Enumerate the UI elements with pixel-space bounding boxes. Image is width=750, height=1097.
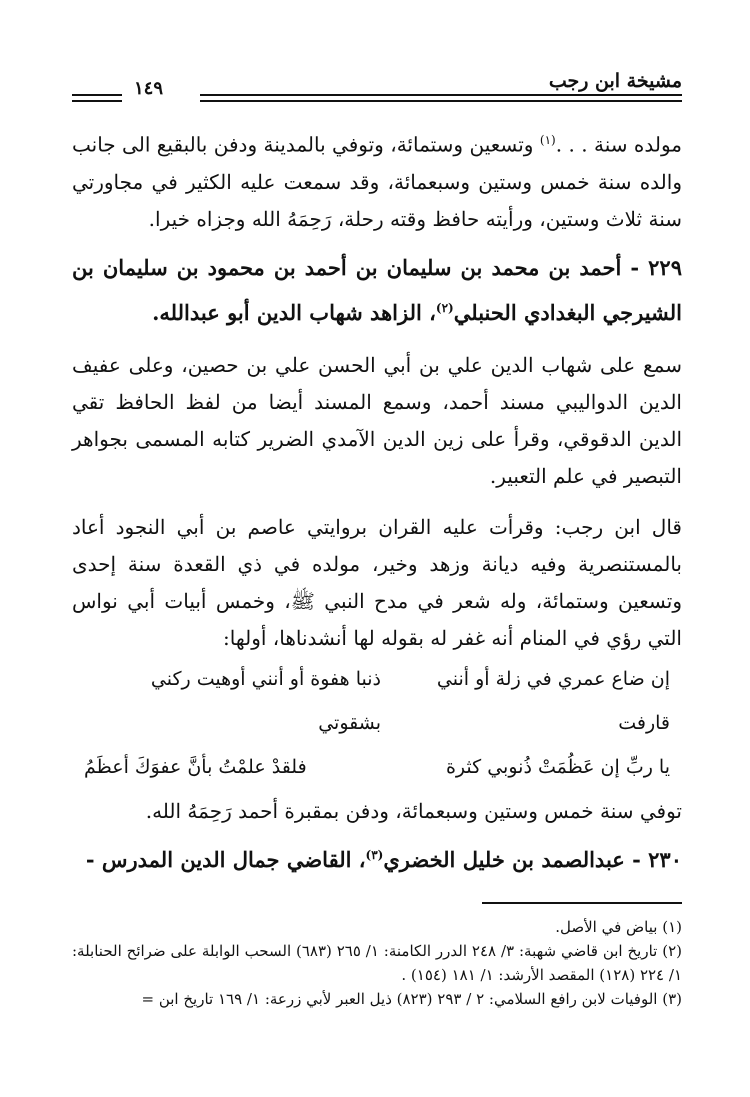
footnote: (٣) الوفيات لابن رافع السلامي: ٢ / ٢٩٣ (٨٢٣) ذيل العبر لأبي زرعة: ١/ ١٦٩ تاريخ ابن = bbox=[141, 990, 682, 1008]
header-rule bbox=[200, 94, 682, 96]
entry-heading-229: ٢٢٩ - أحمد بن محمد بن سليمان بن أحمد بن محمود بن سليمان بن الشيرجي البغدادي الحنبلي$^{(٢)}$، الزاهد شهاب الدين أبو عبدالله. bbox=[72, 254, 682, 325]
paragraph: قال ابن رجب: وقرأت عليه القران بروايتي عاصم بن أبي النجود أعاد بالمستنصرية وفيه ديانة وزهد وخير، مولده في ذي القعدة سنة إحدى وتسعين وستمائة، وله شعر في مدح النبي ﷺ، وخمس أبيات أبي نواس التي رؤي في المنام أنه غفر له بقوله لها أنشدناها، أولها: bbox=[72, 514, 682, 650]
verse-second-hemistich: فلقدْ علمْتُ بأنَّ عفوَكَ أعظَمُ bbox=[84, 755, 307, 778]
poem-verse bbox=[72, 745, 682, 789]
running-title: مشيخة ابن رجب bbox=[548, 70, 682, 92]
paragraph: مولده سنة . . .$^{(١)}$ وتسعين وستمائة، وتوفي بالمدينة ودفن بالبقيع الى جانب والده سنة خمس وستين وسبعمائة، وقد سمعت عليه الكثير في مجاورتي سنة ثلاث وستين، ورأيته حافظ وقته رحلة، رَحِمَهُ الله وجزاه خيرا. bbox=[72, 132, 683, 231]
footnotes bbox=[72, 915, 682, 1011]
closing-line: توفي سنة خمس وستين وسبعمائة، ودفن بمقبرة أحمد رَحِمَهُ الله. bbox=[145, 798, 682, 823]
header-rule bbox=[200, 100, 682, 102]
footnote: (١) بياض في الأصل. bbox=[555, 918, 682, 936]
entry-heading-230: ٢٣٠ - عبدالصمد بن خليل الخضري$^{(٣)}$، القاضي جمال الدين المدرس - bbox=[85, 846, 682, 872]
verse-first-hemistich: يا ربِّ إن عَظُمَتْ ذُنوبي كثرة bbox=[445, 755, 670, 778]
paragraph: سمع على شهاب الدين علي بن أبي الحسن علي بن حصين، وعلى عفيف الدين الدواليبي مسند أحمد، وسمع المسند أيضا من لفظ الحافظ تقي الدين الدقوقي، وقرأ على زين الدين الآمدي الضرير كتابه المسمى بجواهر التبصير في علم التعبير. bbox=[72, 352, 682, 488]
page-header bbox=[72, 70, 682, 110]
verse-first-hemistich: إن ضاع عمري في زلة أو أنني قارفت bbox=[436, 667, 670, 734]
footnote-ref[interactable]: (٢) bbox=[435, 300, 454, 315]
verse-second-hemistich: ذنبا هفوة أو أنني أوهيت ركني بشقوتي bbox=[150, 667, 381, 734]
footnote: (٢) تاريخ ابن قاضي شهبة: ٣/ ٢٤٨ الدرر الكامنة: ١/ ٢٦٥ (٦٨٣) السحب الوابلة على ضرائح الحنابلة: ١/ ٢٢٤ (١٢٨) المقصد الأرشد: ١/ ١٨١ (١٥٤) . bbox=[72, 942, 682, 984]
footnote-separator bbox=[482, 902, 682, 904]
footnote-ref[interactable]: (٣) bbox=[365, 847, 384, 862]
poem-verse bbox=[72, 657, 682, 745]
footnote-ref[interactable]: (١) bbox=[539, 133, 556, 147]
page-number: ١٤٩ bbox=[134, 78, 164, 99]
header-rule bbox=[72, 94, 122, 96]
main-text bbox=[72, 122, 682, 880]
header-rule bbox=[72, 100, 122, 102]
